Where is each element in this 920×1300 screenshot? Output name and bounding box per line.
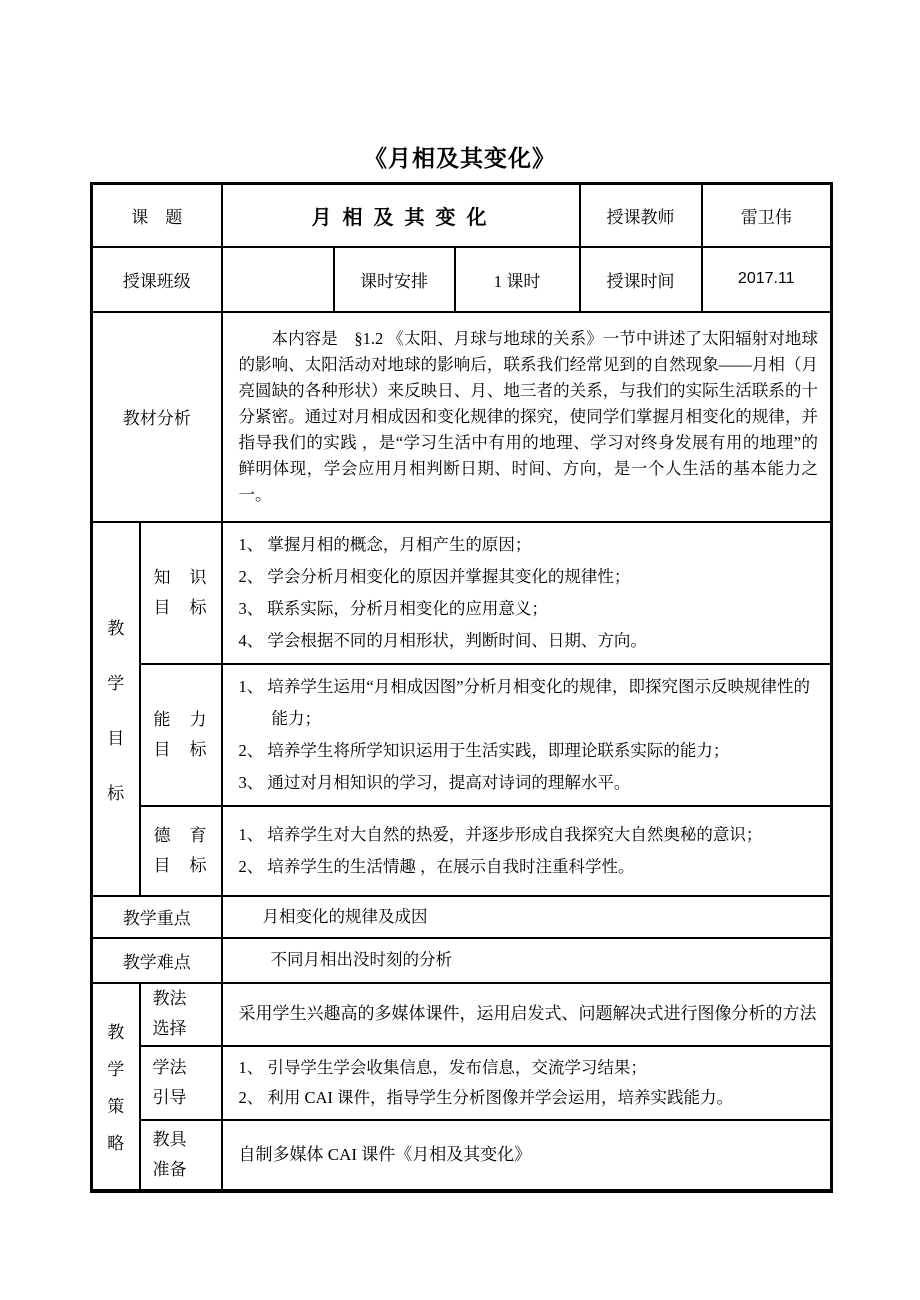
class-value-cell	[222, 247, 334, 312]
topic-label-cell: 课 题	[92, 184, 222, 247]
ability-goals-label-cell	[140, 664, 222, 806]
row-ability-goals	[92, 664, 832, 806]
time-value-cell: 2017.11	[702, 247, 832, 312]
lesson-plan-table	[90, 182, 833, 1193]
aids-label-line2: 准备	[152, 1159, 187, 1179]
knowledge-goals-content-cell	[222, 522, 832, 664]
analysis-label-cell: 教材分析	[92, 312, 222, 522]
method-text: 采用学生兴趣高的多媒体课件，运用启发式、问题解决式进行图像分析的方法	[238, 1004, 817, 1023]
knowledge-item: 1、 掌握月相的概念，月相产生的原因；	[238, 534, 532, 554]
goals-char-2: 学	[107, 673, 125, 693]
knowledge-label-line1: 知 识	[153, 567, 208, 587]
guidance-label	[141, 1053, 221, 1113]
ability-item: 1、 培养学生运用“月相成因图”分析月相变化的规律，即探究图示反映规律性的能力；	[238, 676, 811, 728]
knowledge-item: 3、 联系实际，分析月相变化的应用意义；	[238, 598, 548, 618]
row-knowledge-goals	[92, 522, 832, 664]
teacher-label-cell: 授课教师	[580, 184, 702, 247]
guidance-content-cell	[222, 1046, 832, 1120]
analysis-paragraph: 本内容是 §1.2 《太阳、月球与地球的关系》一节中讲述了太阳辐射对地球的影响、太阳活动对地球的影响后，联系我们经常见到的自然现象——月相（月亮圆缺的各种形状）来反映日、月、地三者的关系，与我们的实际生活联系的十分紧密。通过对月相成因和变化规律的探究，使同学们掌握月相变化的规律，并指导我们的实践 ，是“学习生活中有用的地理、学习对终身发展有用的地理”的鲜明体现，学会应用月相判断日期、时间、方向，是一个人生活的基本能力之一。	[238, 328, 818, 504]
guidance-item: 1、 引导学生学会收集信息，发布信息，交流学习结果；	[238, 1057, 647, 1077]
knowledge-item: 2、 学会分析月相变化的原因并掌握其变化的规律性；	[238, 566, 631, 586]
difficulty-label-cell: 教学难点	[92, 938, 222, 983]
guidance-label-line2: 引导	[152, 1087, 187, 1107]
guidance-list	[223, 1047, 831, 1119]
focus-label-cell: 教学重点	[92, 896, 222, 938]
strategy-char-1: 教	[107, 1023, 125, 1042]
ability-label-line1: 能 力	[153, 709, 208, 729]
doc-title: 《月相及其变化》	[364, 146, 556, 171]
method-content-cell	[222, 983, 832, 1046]
teaching-strategy-vertical-cell	[92, 983, 140, 1191]
method-label	[141, 984, 221, 1044]
guidance-label-cell	[140, 1046, 222, 1120]
time-label-cell: 授课时间	[580, 247, 702, 312]
knowledge-label-line2: 目 标	[153, 597, 208, 617]
ability-goals-list	[223, 665, 831, 805]
row-teaching-focus	[92, 896, 832, 938]
difficulty-text-cell	[222, 938, 832, 983]
row-topic	[92, 184, 832, 247]
teaching-strategy-vertical-label	[93, 984, 139, 1189]
knowledge-goals-label-cell	[140, 522, 222, 664]
aids-label-cell	[140, 1120, 222, 1191]
knowledge-goals-label	[141, 563, 221, 623]
aids-label	[141, 1125, 221, 1185]
ability-goals-label	[141, 705, 221, 765]
method-label-line2: 选择	[152, 1019, 187, 1038]
guidance-item: 2、 利用 CAI 课件，指导学生分析图像并学会运用，培养实践能力。	[238, 1087, 734, 1107]
method-label-cell	[140, 983, 222, 1046]
aids-text: 自制多媒体 CAI 课件《月相及其变化》	[238, 1144, 532, 1164]
strategy-char-4: 略	[107, 1134, 125, 1153]
row-method-selection	[92, 983, 832, 1046]
strategy-char-3: 策	[107, 1097, 125, 1116]
aids-label-line1: 教具	[152, 1129, 187, 1149]
row-material-analysis	[92, 312, 832, 522]
moral-item: 1、 培养学生对大自然的热爱，并逐步形成自我探究大自然奥秘的意识；	[238, 824, 763, 844]
teaching-goals-vertical-label	[93, 523, 139, 895]
goals-char-4: 标	[107, 783, 125, 803]
method-label-line1: 教法	[152, 989, 187, 1008]
moral-item: 2、 培养学生的生活情趣 ，在展示自我时注重科学性。	[238, 856, 635, 876]
knowledge-goals-list	[223, 523, 831, 663]
row-class-info	[92, 247, 832, 312]
analysis-text-cell	[222, 312, 832, 522]
moral-goals-label	[141, 821, 221, 881]
ability-label-line2: 目 标	[153, 739, 208, 759]
strategy-char-2: 学	[107, 1060, 125, 1079]
aids-content-cell	[222, 1120, 832, 1191]
row-moral-goals	[92, 806, 832, 896]
ability-goals-content-cell	[222, 664, 832, 806]
moral-label-line1: 德 育	[153, 825, 208, 845]
focus-text-cell	[222, 896, 832, 938]
period-value-cell: 1 课时	[455, 247, 580, 312]
goals-char-3: 目	[107, 728, 125, 748]
ability-item: 2、 培养学生将所学知识运用于生活实践，即理论联系实际的能力；	[238, 740, 730, 760]
period-label-cell: 课时安排	[334, 247, 455, 312]
moral-goals-list	[223, 813, 831, 889]
topic-value-cell: 月 相 及 其 变 化	[222, 184, 580, 247]
guidance-label-line1: 学法	[152, 1057, 187, 1077]
moral-goals-label-cell	[140, 806, 222, 896]
focus-text: 月相变化的规律及成因	[262, 906, 428, 926]
moral-label-line2: 目 标	[153, 855, 208, 875]
ability-item: 3、 通过对月相知识的学习，提高对诗词的理解水平。	[238, 772, 631, 792]
row-teaching-difficulty	[92, 938, 832, 983]
teaching-goals-vertical-cell	[92, 522, 140, 896]
moral-goals-content-cell	[222, 806, 832, 896]
knowledge-item: 4、 学会根据不同的月相形状，判断时间、日期、方向。	[238, 630, 647, 650]
teacher-value-cell: 雷卫伟	[702, 184, 832, 247]
class-label-cell: 授课班级	[92, 247, 222, 312]
row-teaching-aids	[92, 1120, 832, 1191]
goals-char-1: 教	[107, 618, 125, 638]
row-learning-guidance	[92, 1046, 832, 1120]
difficulty-text: 不同月相出没时刻的分析	[270, 950, 452, 969]
